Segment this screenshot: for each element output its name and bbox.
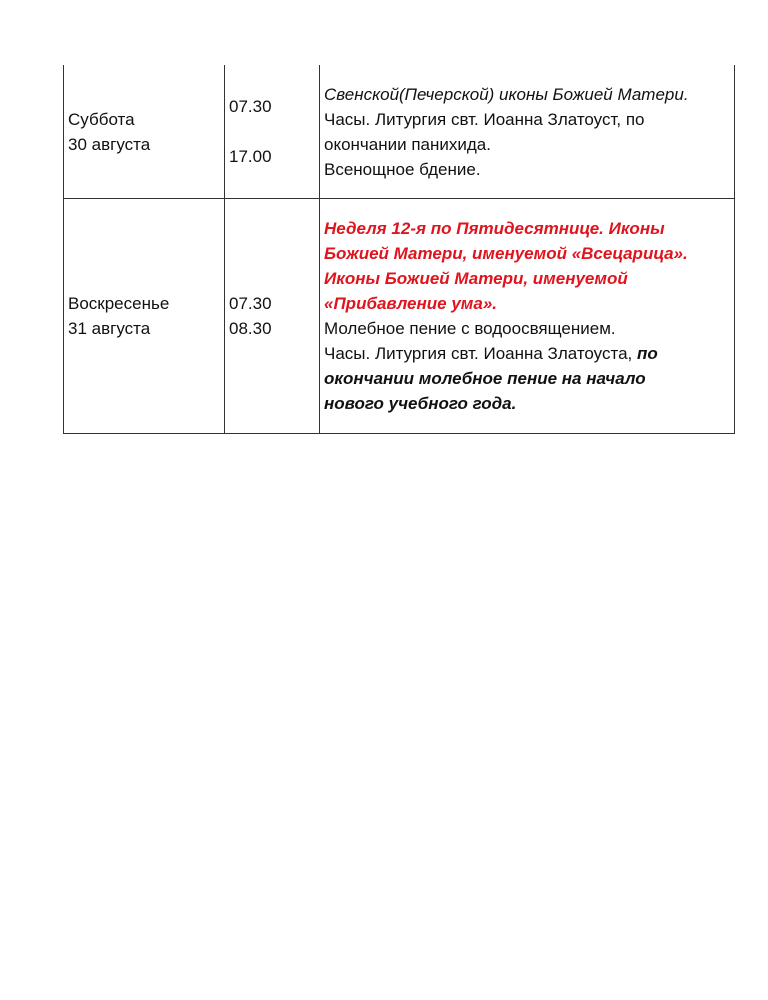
feast-title: Неделя 12-я по Пятидесятнице. Иконы: [324, 219, 665, 238]
description-cell: [320, 65, 735, 199]
service-line: окончании панихида.: [324, 134, 491, 154]
service-line: [324, 341, 730, 366]
day-name: Воскресенье: [68, 294, 170, 313]
feast-title: «Прибавление ума».: [324, 294, 497, 313]
day-cell: [64, 65, 225, 199]
service-emphasis: по: [637, 344, 658, 363]
service-emphasis: окончании молебное пение на начало: [324, 369, 646, 388]
day-cell: [64, 199, 225, 434]
service-line: Молебное пение с водоосвящением.: [324, 319, 616, 338]
day-date: 31 августа: [68, 319, 151, 338]
table-row: [64, 199, 735, 434]
service-time: 08.30: [229, 319, 272, 338]
service-time: 07.30: [229, 97, 272, 116]
feast-title: Иконы Божией Матери, именуемой: [324, 269, 628, 288]
service-text: Часы. Литургия свт. Иоанна Златоуста,: [324, 344, 637, 363]
service-emphasis: нового учебного года.: [324, 394, 517, 413]
service-time: 07.30: [229, 294, 272, 313]
service-line: Всенощное бдение.: [324, 159, 481, 179]
time-cell: [225, 199, 320, 434]
time-cell: [225, 65, 320, 199]
feast-title: Свенской(Печерской) иконы Божией Матери.: [324, 84, 689, 104]
schedule-sheet: [63, 65, 734, 434]
day-name: Суббота: [68, 109, 135, 129]
schedule-table: [63, 65, 735, 434]
service-time: 17.00: [229, 147, 272, 166]
table-row: [64, 65, 735, 199]
service-line: Часы. Литургия свт. Иоанна Златоуст, по: [324, 109, 645, 129]
description-cell: [320, 199, 735, 434]
day-date: 30 августа: [68, 134, 151, 154]
feast-title: Божией Матери, именуемой «Всецарица».: [324, 244, 688, 263]
